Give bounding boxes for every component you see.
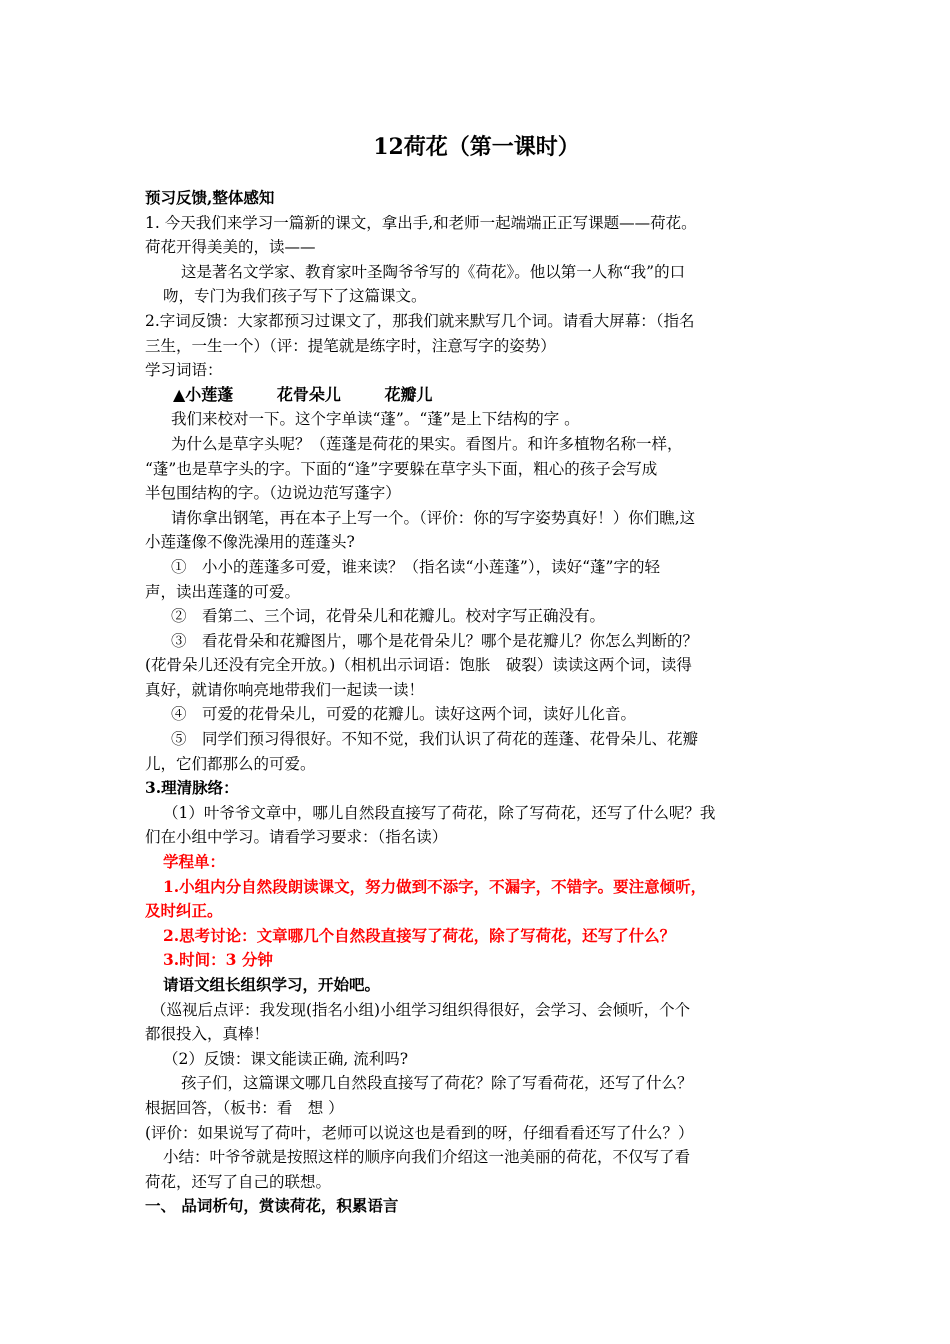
- study-sheet-item: 1.小组内分自然段朗读课文，努力做到不添字，不漏字，不错字。要注意倾听，: [163, 876, 707, 896]
- paragraph-line: 们在小组中学习。请看学习要求：（指名读）: [145, 828, 448, 847]
- paragraph-line: (评价：如果说写了荷叶，老师可以说这也是看到的呀，仔细看看还写了什么？）: [145, 1123, 694, 1142]
- paragraph-line: ② 看第二、三个词，花骨朵儿和花瓣儿。校对字写正确没有。: [171, 607, 606, 626]
- paragraph-line: 2.字词反馈：大家都预习过课文了，那我们就来默写几个词。请看大屏幕：（指名: [145, 311, 695, 330]
- paragraph-line: ① 小小的莲蓬多可爱，谁来读？（指名读“小莲蓬”），读好“蓬”字的轻: [171, 557, 660, 576]
- section-heading-reading: 一、 品词析句，赏读荷花，积累语言: [145, 1196, 399, 1216]
- paragraph-line: 孩子们，这篇课文哪几自然段直接写了荷花？除了写看荷花，还写了什么？: [181, 1074, 693, 1093]
- paragraph-line: 小结：叶爷爷就是按照这样的顺序向我们介绍这一池美丽的荷花，不仅写了看: [163, 1148, 691, 1167]
- study-sheet-heading: 学程单：: [163, 852, 226, 872]
- paragraph-line: 为什么是草字头呢？（莲蓬是荷花的果实。看图片。和许多植物名称一样，: [171, 434, 683, 453]
- study-sheet-item: 及时纠正。: [145, 901, 223, 921]
- paragraph-line: 儿，它们都那么的可爱。: [145, 754, 316, 773]
- paragraph-line: 半包围结构的字。（边说边范写蓬字）: [145, 484, 401, 503]
- paragraph-line: 请你拿出钢笔，再在本子上写一个。（评价：你的写字姿势真好！）你们瞧,这: [171, 508, 696, 527]
- vocab-word: ▲小莲蓬: [173, 384, 234, 404]
- paragraph-line: （1）叶爷爷文章中，哪儿自然段直接写了荷花，除了写荷花，还写了什么呢？我: [163, 803, 716, 822]
- vocabulary-list: [145, 383, 808, 408]
- document-title: 12荷花（第一课时）: [373, 134, 580, 160]
- paragraph-line: 都很投入，真棒！: [145, 1025, 270, 1044]
- section-heading-structure: 3.理清脉络：: [145, 778, 239, 798]
- paragraph-line: 吻，专门为我们孩子写下了这篇课文。: [163, 287, 427, 306]
- paragraph-line: (花骨朵儿还没有完全开放。)（相机出示词语：饱胀 破裂）读读这两个词，读得: [145, 656, 692, 675]
- study-sheet-item: 3.时间：3 分钟: [163, 950, 273, 970]
- paragraph-line: 荷花开得美美的，读——: [145, 238, 316, 257]
- vocab-word: 花瓣儿: [384, 384, 433, 404]
- paragraph-line: 请语文组长组织学习，开始吧。: [163, 975, 381, 994]
- paragraph-line: 真好，就请你响亮地带我们一起读一读！: [145, 680, 425, 699]
- paragraph-line: 声，读出莲蓬的可爱。: [145, 582, 301, 601]
- study-sheet-item: 2.思考讨论：文章哪几个自然段直接写了荷花，除了写荷花，还写了什么？: [163, 925, 676, 945]
- paragraph-line: ④ 可爱的花骨朵儿，可爱的花瓣儿。读好这两个词，读好儿化音。: [171, 705, 637, 724]
- paragraph-line: ⑤ 同学们预习得很好。不知不觉，我们认识了荷花的莲蓬、花骨朵儿、花瓣: [171, 730, 699, 749]
- paragraph-line: 根据回答，（板书：看 想 ）: [145, 1098, 344, 1117]
- paragraph-line: 这是著名文学家、教育家叶圣陶爷爷写的《荷花》。他以第一人称“我”的口: [181, 262, 686, 281]
- paragraph-line: 我们来校对一下。这个字单读“蓬”。“蓬”是上下结构的字 。: [171, 410, 580, 429]
- paragraph-line: 1. 今天我们来学习一篇新的课文，拿出手,和老师一起端端正正写课题——荷花。: [145, 213, 697, 232]
- paragraph-line: （2）反馈：课文能读正确, 流利吗?: [163, 1049, 409, 1068]
- paragraph-line: ③ 看花骨朵和花瓣图片，哪个是花骨朵儿？哪个是花瓣儿？你怎么判断的？: [171, 631, 699, 650]
- paragraph-line: 小莲蓬像不像洗澡用的莲蓬头?: [145, 533, 355, 552]
- paragraph-line: 荷花，还写了自己的联想。: [145, 1172, 332, 1191]
- section-heading-preview: 预习反馈,整体感知: [145, 188, 275, 207]
- paragraph-line: 学习词语：: [145, 361, 223, 380]
- vocab-word: 花骨朵儿: [276, 384, 341, 404]
- paragraph-line: “蓬”也是草字头的字。下面的“逢”字要躲在草字头下面，粗心的孩子会写成: [145, 459, 658, 478]
- paragraph-line: 三生，一生一个）（评：提笔就是练字时，注意写字的姿势）: [145, 336, 556, 355]
- paragraph-line: （巡视后点评：我发现(指名小组)小组学习组织得很好，会学习、会倾听，个个: [151, 1000, 691, 1019]
